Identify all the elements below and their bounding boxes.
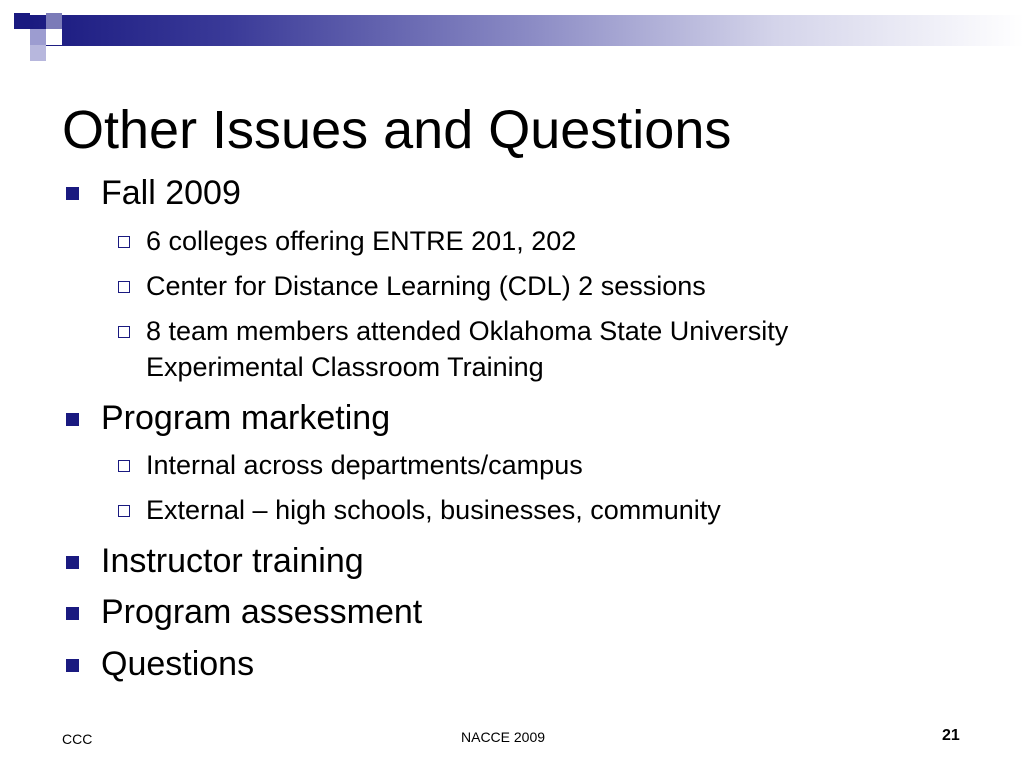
hollow-square-bullet-icon <box>118 281 130 293</box>
sub-bullet-item: External – high schools, businesses, community <box>146 495 721 525</box>
footer-left: CCC <box>62 731 93 747</box>
slide-title: Other Issues and Questions <box>62 100 732 160</box>
bullet-item: Program marketing <box>101 399 391 437</box>
sub-bullet-item: Center for Distance Learning (CDL) 2 sessions <box>146 271 706 301</box>
bullet-item: Fall 2009 <box>101 174 241 212</box>
bullet-item: Program assessment <box>101 593 423 631</box>
page-number: 21 <box>942 727 960 744</box>
square-bullet-icon <box>66 659 79 672</box>
sub-bullet-item: Internal across departments/campus <box>146 450 583 480</box>
hollow-square-bullet-icon <box>118 236 130 248</box>
hollow-square-bullet-icon <box>118 460 130 472</box>
footer-center: NACCE 2009 <box>461 729 546 745</box>
bullet-item: Instructor training <box>101 542 364 580</box>
sub-bullet-item: 6 colleges offering ENTRE 201, 202 <box>146 226 577 256</box>
hollow-square-bullet-icon <box>118 326 130 338</box>
square-bullet-icon <box>66 556 79 569</box>
sub-bullet-item-continuation: Experimental Classroom Training <box>146 352 544 382</box>
square-bullet-icon <box>66 187 79 200</box>
square-bullet-icon <box>66 607 79 620</box>
hollow-square-bullet-icon <box>118 505 130 517</box>
bullet-item: Questions <box>101 645 255 683</box>
sub-bullet-item: 8 team members attended Oklahoma State University <box>146 316 789 346</box>
square-bullet-icon <box>66 413 79 426</box>
